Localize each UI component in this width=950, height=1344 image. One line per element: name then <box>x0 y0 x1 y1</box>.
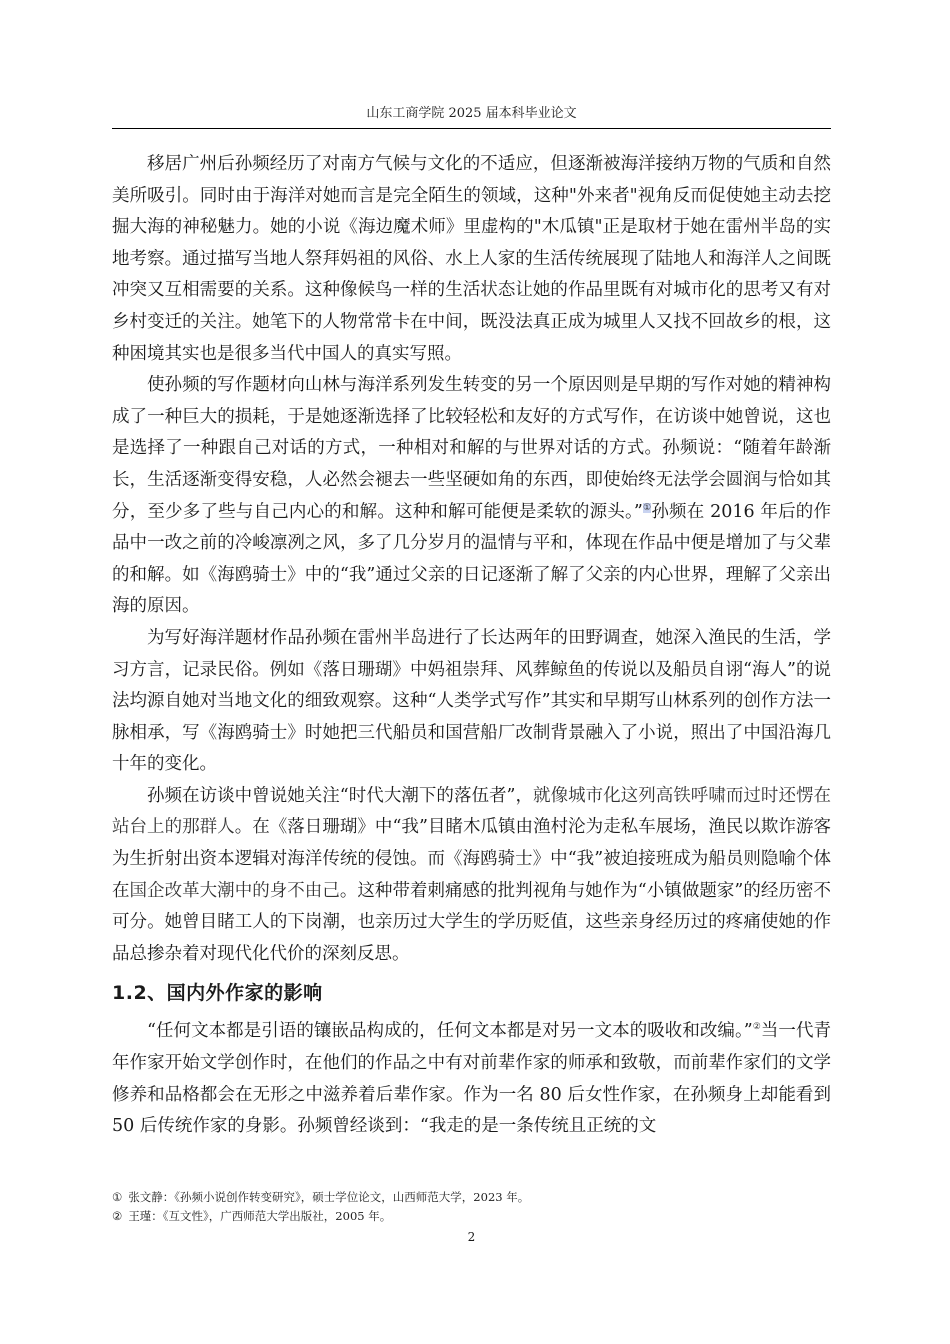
footnote-2 <box>112 1207 831 1226</box>
footnote-ref-2[interactable]: ② <box>752 1022 761 1033</box>
paragraph-4-part-c: 。在《落日珊瑚》中“我”目睹木瓜镇由渔村沦为走私车展场，渔民以欺诈游客为生折射出资本逻辑对海洋传统的侵蚀。而《海鸥骑士》中“我”被迫接班成为船员则隐喻个体在 <box>112 817 832 901</box>
header-rule <box>112 128 831 129</box>
footnote-2-text: 王瑾：《互文性》，广西师范大学出版社，2005 年。 <box>128 1209 392 1223</box>
section-heading: 1.2、国内外作家的影响 <box>112 982 323 1005</box>
paragraph-1: 移居广州后孙频经历了对南方气候与文化的不适应，但逐渐被海洋接纳万物的气质和自然美所吸引。同时由于海洋对她而言是完全陌生的领域，这种"外来者"视角反而促使她主动去挖掘大海的神秘魅力。她的小说《海边魔术师》里虚构的"木瓜镇"正是取材于她在雷州半岛的实地考察。通过描写当地人祭拜妈祖的风俗、水上人家的生活传统展现了陆地人和海洋人之间既冲突又互相需要的关系。这种像候鸟一样的生活状态让她的作品里既有对城市化的思考又有对乡村变迁的关注。她笔下的人物常常卡在中间，既没法真正成为城里人又找不回故乡的根，这种困境其实也是很多当代中国人的真实写照。 <box>112 154 831 364</box>
running-header: 山东工商学院 2025 届本科毕业论文 <box>366 106 577 121</box>
footnote-1-mark: ① <box>112 1190 123 1204</box>
paragraph-4 <box>112 781 831 971</box>
footnote-2-mark: ② <box>112 1209 123 1223</box>
page-number: 2 <box>467 1230 476 1244</box>
paragraph-4-part-d: 国企改革大潮中的身不由己 <box>129 880 340 901</box>
paragraph-2-quote: 使孙频的写作题材向山林与海洋系列发生转变的另一个原因则是早期的写作对她的精神构成了一种巨大的损耗，于是她逐渐选择了比较轻松和友好的方式写作，在访谈中她曾说，这也是选择了一种跟自己对话的方式，一种相对和解的与世界对话的方式。孙频说：“随着年龄渐长，生活逐渐变得安稳，人必然会褪去一些坚硬如角的东西，即使始终无法学会圆润与恰如其分，至少多了些与自己内心的和解。这种和解可能便是柔软的源头。” <box>112 375 831 522</box>
paragraph-5-rest: 当一代青年作家开始文学创作时，在他们的作品之中有对前辈作家的师承和致敬，而前辈作家们的文学修养和品格都会在无形之中滋养着后辈作家。作为一名 80 后女性作家，在孙频身上却能看到 50 后传统作家的身影。孙频曾经谈到：“我走的是一条传统且正统的文 <box>112 1021 832 1137</box>
footnote-1 <box>112 1188 831 1207</box>
paragraph-4-part-b: 就像城市化这列高铁呼啸而过时还愣在站台上的那群人 <box>112 785 831 838</box>
paragraph-4-part-a: 孙频在访谈中曾说她关注“时代大潮下的落伍者”， <box>147 785 534 806</box>
paragraph-4-part-e: 。这种带着刺痛感的批判视角与她作为“小镇做题家”的经历密不可分。她曾目睹工人的下岗潮，也亲历过大学生的学历贬值，这些亲身经历过的疼痛使她的作品总掺杂着对现代化代价的深刻反思。 <box>112 880 831 964</box>
footnote-ref-1[interactable]: ① <box>642 502 652 513</box>
footnote-1-text: 张文静：《孙频小说创作转变研究》，硕士学位论文，山西师范大学，2023 年。 <box>128 1190 530 1204</box>
paragraph-2 <box>112 370 831 623</box>
footnotes <box>112 1188 831 1226</box>
paragraph-5-quote: “任何文本都是引语的镶嵌品构成的，任何文本都是对另一文本的吸收和改编。” <box>147 1021 753 1042</box>
body-text <box>112 149 831 1143</box>
paragraph-3: 为写好海洋题材作品孙频在雷州半岛进行了长达两年的田野调查，她深入渔民的生活，学习方言，记录民俗。例如《落日珊瑚》中妈祖崇拜、风葬鲸鱼的传说以及船员自诩“海人”的说法均源自她对当地文化的细致观察。这种“人类学式写作”其实和早期写山林系列的创作方法一脉相承，写《海鸥骑士》时她把三代船员和国营船厂改制背景融入了小说，照出了中国沿海几十年的变化。 <box>112 627 831 775</box>
paragraph-5 <box>112 1016 831 1142</box>
paragraph-2-rest: 孙频在 2016 年后的作品中一改之前的冷峻凛冽之风，多了几分岁月的温情与平和，体现在作品中便是增加了与父辈的和解。如《海鸥骑士》中的“我”通过父亲的日记逐渐了解了父亲的内心世界，理解了父亲出海的原因。 <box>112 501 831 617</box>
